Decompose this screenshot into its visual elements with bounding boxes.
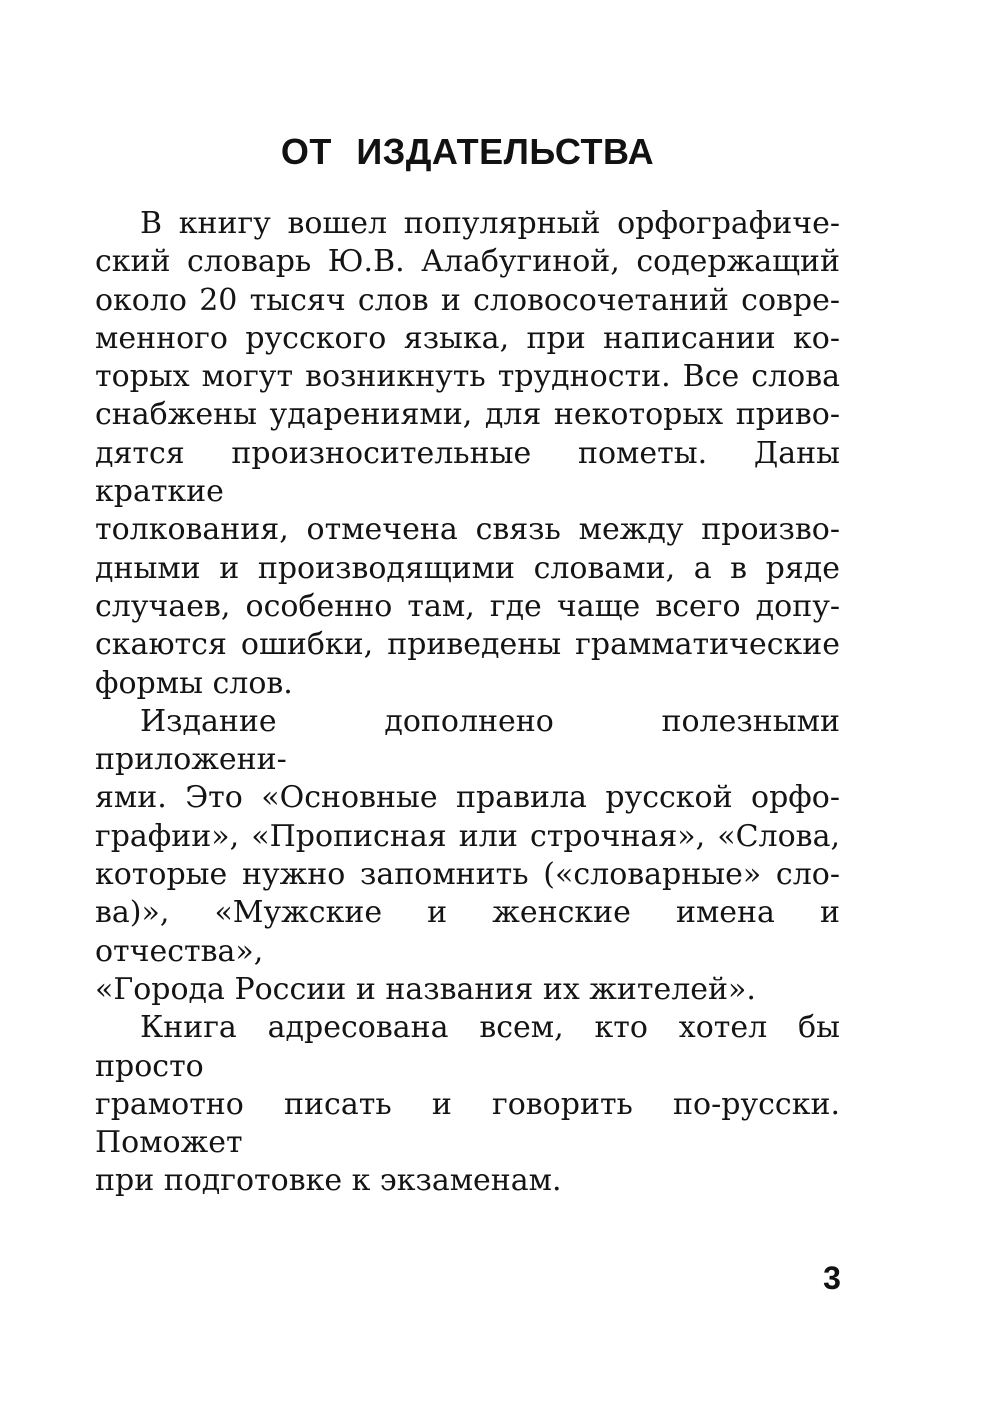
text-line: В книгу вошел популярный орфографиче- <box>140 206 840 241</box>
paragraph <box>95 1009 840 1200</box>
text-line: ва)», «Мужские и женские имена и отчества», <box>95 895 840 969</box>
body-text <box>95 205 840 1201</box>
text-line: случаев, особенно там, где чаще всего допу- <box>95 588 840 624</box>
text-line: торых могут возникнуть трудности. Все слова <box>95 359 840 395</box>
text-line: грамотно писать и говорить по-русски. Поможет <box>95 1086 840 1161</box>
text-line: графии», «Прописная или строчная», «Слова, <box>95 818 840 854</box>
text-line: снабжены ударениями, для некоторых приво- <box>95 397 840 433</box>
text-line: ями. Это «Основные правила русской орфо- <box>95 780 840 816</box>
paragraph <box>95 703 840 1009</box>
text-line: ский словарь Ю.В. Алабугиной, содержащий <box>95 244 840 280</box>
text-line: «Города России и названия их жителей». <box>95 971 756 1007</box>
text-line: менного русского языка, при написании ко- <box>95 320 840 356</box>
page-title: ОТ ИЗДАТЕЛЬСТВА <box>280 131 655 172</box>
text-line: Издание дополнено полезными приложени- <box>95 703 840 778</box>
text-line: дятся произносительные пометы. Даны краткие <box>95 435 840 510</box>
text-line: скаются ошибки, приведены грамматические <box>95 627 840 663</box>
text-line: при подготовке к экзаменам. <box>95 1163 562 1199</box>
text-line: формы слов. <box>95 665 293 701</box>
page-number: 3 <box>823 1260 841 1296</box>
text-line: которые нужно запомнить («словарные» сло- <box>95 857 840 893</box>
text-line: около 20 тысяч слов и словосочетаний совре- <box>95 282 840 318</box>
text-line: Книга адресована всем, кто хотел бы просто <box>95 1010 840 1084</box>
text-line: толкования, отмечена связь между произво- <box>95 512 840 548</box>
text-line: дными и производящими словами, а в ряде <box>95 550 840 586</box>
paragraph <box>95 205 840 703</box>
